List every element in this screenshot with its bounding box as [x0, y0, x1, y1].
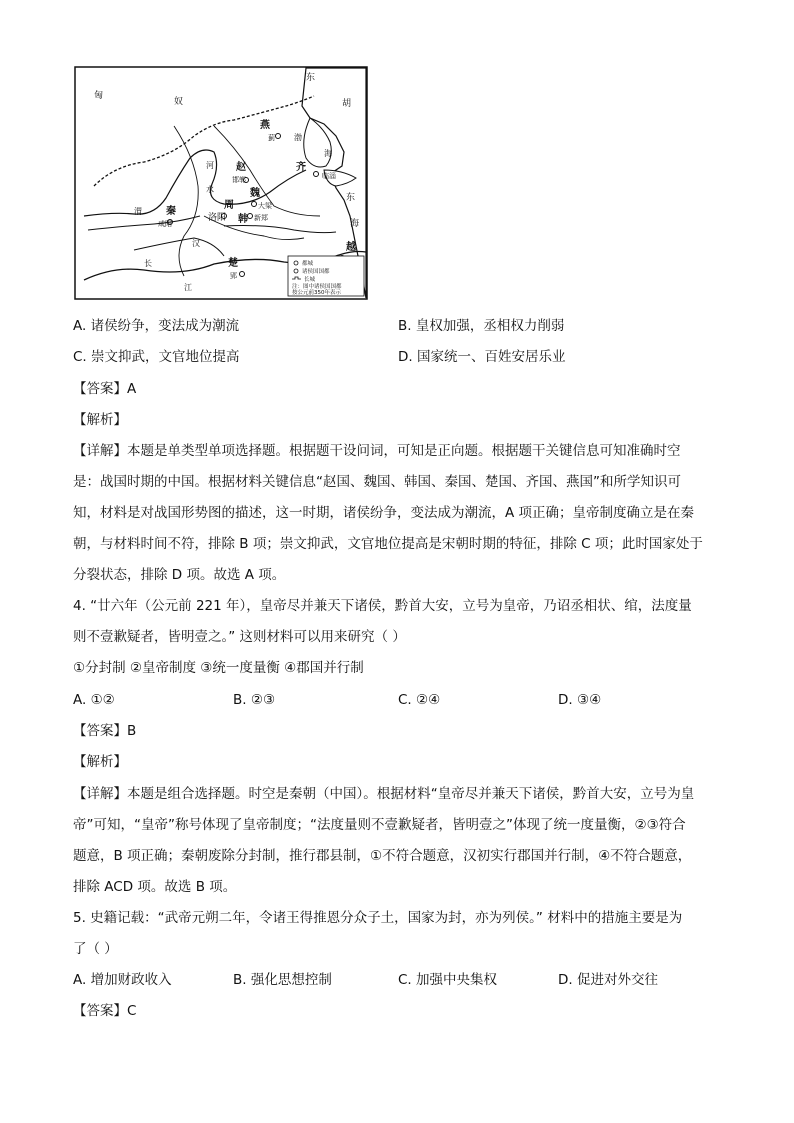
answer-tag: 【答案】 — [73, 723, 127, 739]
q4-stem-line-2: 则不壹歉疑者，皆明壹之。” 这则材料可以用来研究（ ） — [73, 629, 406, 645]
map-label: 周 — [224, 200, 234, 211]
detail-text: 本题是组合选择题。时空是秦朝（中国）。根据材料“皇帝尽并兼天下诸侯，黔首大安，立号为皇 — [127, 786, 695, 802]
map-label: 齐 — [296, 162, 306, 173]
map-label: 渤 — [294, 133, 302, 142]
map-label: 赵 — [236, 162, 246, 173]
q3-option-a: A. 诸侯纷争，变法成为潮流 — [73, 318, 240, 334]
q5-option-b: B. 强化思想控制 — [233, 972, 332, 988]
map-label: 汉 — [192, 239, 200, 248]
q4-analysis-tag: 【解析】 — [73, 754, 127, 770]
map-label: 魏 — [250, 188, 260, 199]
q4-detail-line-4: 排除 ACD 项。故选 B 项。 — [73, 879, 237, 895]
answer-value: C — [127, 1003, 137, 1019]
map-label: 奴 — [174, 97, 184, 107]
detail-text: 本题是单类型单项选择题。根据题干设问词，可知是正向题。根据题干关键信息可知准确时空 — [127, 443, 681, 459]
map-label: 邯郸 — [232, 176, 246, 184]
q4-answer — [73, 720, 136, 742]
legend-state-capital: 诸侯国国都 — [302, 269, 330, 275]
map-label: 洛阳 — [208, 213, 227, 223]
q5-answer — [73, 1000, 136, 1022]
q5-option-c: C. 加强中央集权 — [398, 972, 498, 988]
legend-note-2: 按公元前350年表示 — [292, 290, 341, 296]
q4-detail-line-3: 题意，B 项正确；秦朝废除分封制，推行郡县制，①不符合题意，汉初实行郡国并行制，④不符合题意， — [73, 848, 692, 864]
q5-option-a: A. 增加财政收入 — [73, 972, 172, 988]
map-label: 海 — [350, 219, 360, 229]
q4-option-a: A. ①② — [73, 692, 115, 708]
map-label: 东 — [346, 193, 356, 203]
map-label: 韩 — [238, 214, 248, 225]
q3-option-d: D. 国家统一、百姓安居乐业 — [398, 349, 566, 365]
legend-note-1: 注：图中诸侯国国都 — [292, 284, 342, 290]
map-label: 楚 — [228, 258, 238, 269]
q4-items: ①分封制 ②皇帝制度 ③统一度量衡 ④郡国并行制 — [73, 660, 364, 676]
answer-tag: 【答案】 — [73, 381, 127, 397]
map-label: 渭 — [134, 207, 142, 216]
map-label: 临淄 — [322, 172, 336, 180]
warring-states-map — [74, 66, 368, 300]
q4-option-d: D. ③④ — [558, 692, 602, 708]
map-label: 咸阳 — [158, 220, 172, 228]
q3-option-b: B. 皇权加强，丞相权力削弱 — [398, 318, 565, 334]
map-label: 燕 — [260, 120, 270, 131]
q3-detail-line-1 — [73, 440, 681, 462]
q4-option-c: C. ②④ — [398, 692, 441, 708]
q3-detail-line-2: 是：战国时期的中国。根据材料关键信息“赵国、魏国、韩国、秦国、楚国、齐国、燕国”和所学知识可 — [73, 474, 681, 490]
q4-detail-line-2: 帝”可知，“皇帝”称号体现了皇帝制度；“法度量则不壹歉疑者，皆明壹之”体现了统一度量衡，②③符合 — [73, 817, 686, 833]
q4-option-b: B. ②③ — [233, 692, 276, 708]
detail-tag: 【详解】 — [73, 786, 127, 802]
answer-tag: 【答案】 — [73, 1003, 127, 1019]
legend-wall: 长城 — [304, 277, 316, 283]
q4-detail-line-1 — [73, 783, 694, 805]
map-label: 越 — [346, 242, 356, 253]
detail-tag: 【详解】 — [73, 443, 127, 459]
map-label: 郢 — [230, 272, 237, 280]
map-label: 海 — [324, 149, 332, 158]
q4-stem-line-1: 4. “廿六年（公元前 221 年），皇帝尽并兼天下诸侯，黔首大安，立号为皇帝，乃诏丞相状、绾，法度量 — [73, 598, 692, 614]
answer-value: A — [127, 381, 137, 397]
map-label: 匈 — [94, 91, 104, 101]
q3-analysis-tag: 【解析】 — [73, 412, 127, 428]
map-label: 秦 — [166, 206, 176, 217]
legend-capital: 都城 — [302, 261, 314, 267]
map-label: 水 — [206, 185, 214, 194]
map-label: 江 — [184, 283, 192, 292]
q5-stem-line-1: 5. 史籍记载：“武帝元朔二年，令诸王得推恩分众子土，国家为封，亦为列侯。” 材料中的措施主要是为 — [73, 910, 683, 926]
map-label: 蓟 — [268, 134, 275, 142]
map-label: 新郑 — [254, 214, 268, 222]
q3-answer — [73, 378, 136, 400]
map-label: 东 — [306, 73, 316, 83]
answer-value: B — [127, 723, 137, 739]
map-label: 河 — [206, 161, 214, 170]
map-label: 大梁 — [258, 202, 272, 210]
q3-option-c: C. 崇文抑武，文官地位提高 — [73, 349, 240, 365]
q3-detail-line-5: 分裂状态，排除 D 项。故选 A 项。 — [73, 567, 286, 583]
q3-detail-line-4: 朝，与材料时间不符，排除 B 项；崇文抑武，文官地位提高是宋朝时期的特征，排除 C 项；此时国家处于 — [73, 536, 703, 552]
q5-stem-line-2: 了（ ） — [73, 941, 118, 957]
q3-detail-line-3: 知，材料是对战国形势图的描述，这一时期，诸侯纷争，变法成为潮流，A 项正确；皇帝制度确立是在秦 — [73, 505, 695, 521]
map-label: 长 — [144, 259, 152, 268]
q5-option-d: D. 促进对外交往 — [558, 972, 658, 988]
map-label: 胡 — [342, 99, 352, 109]
